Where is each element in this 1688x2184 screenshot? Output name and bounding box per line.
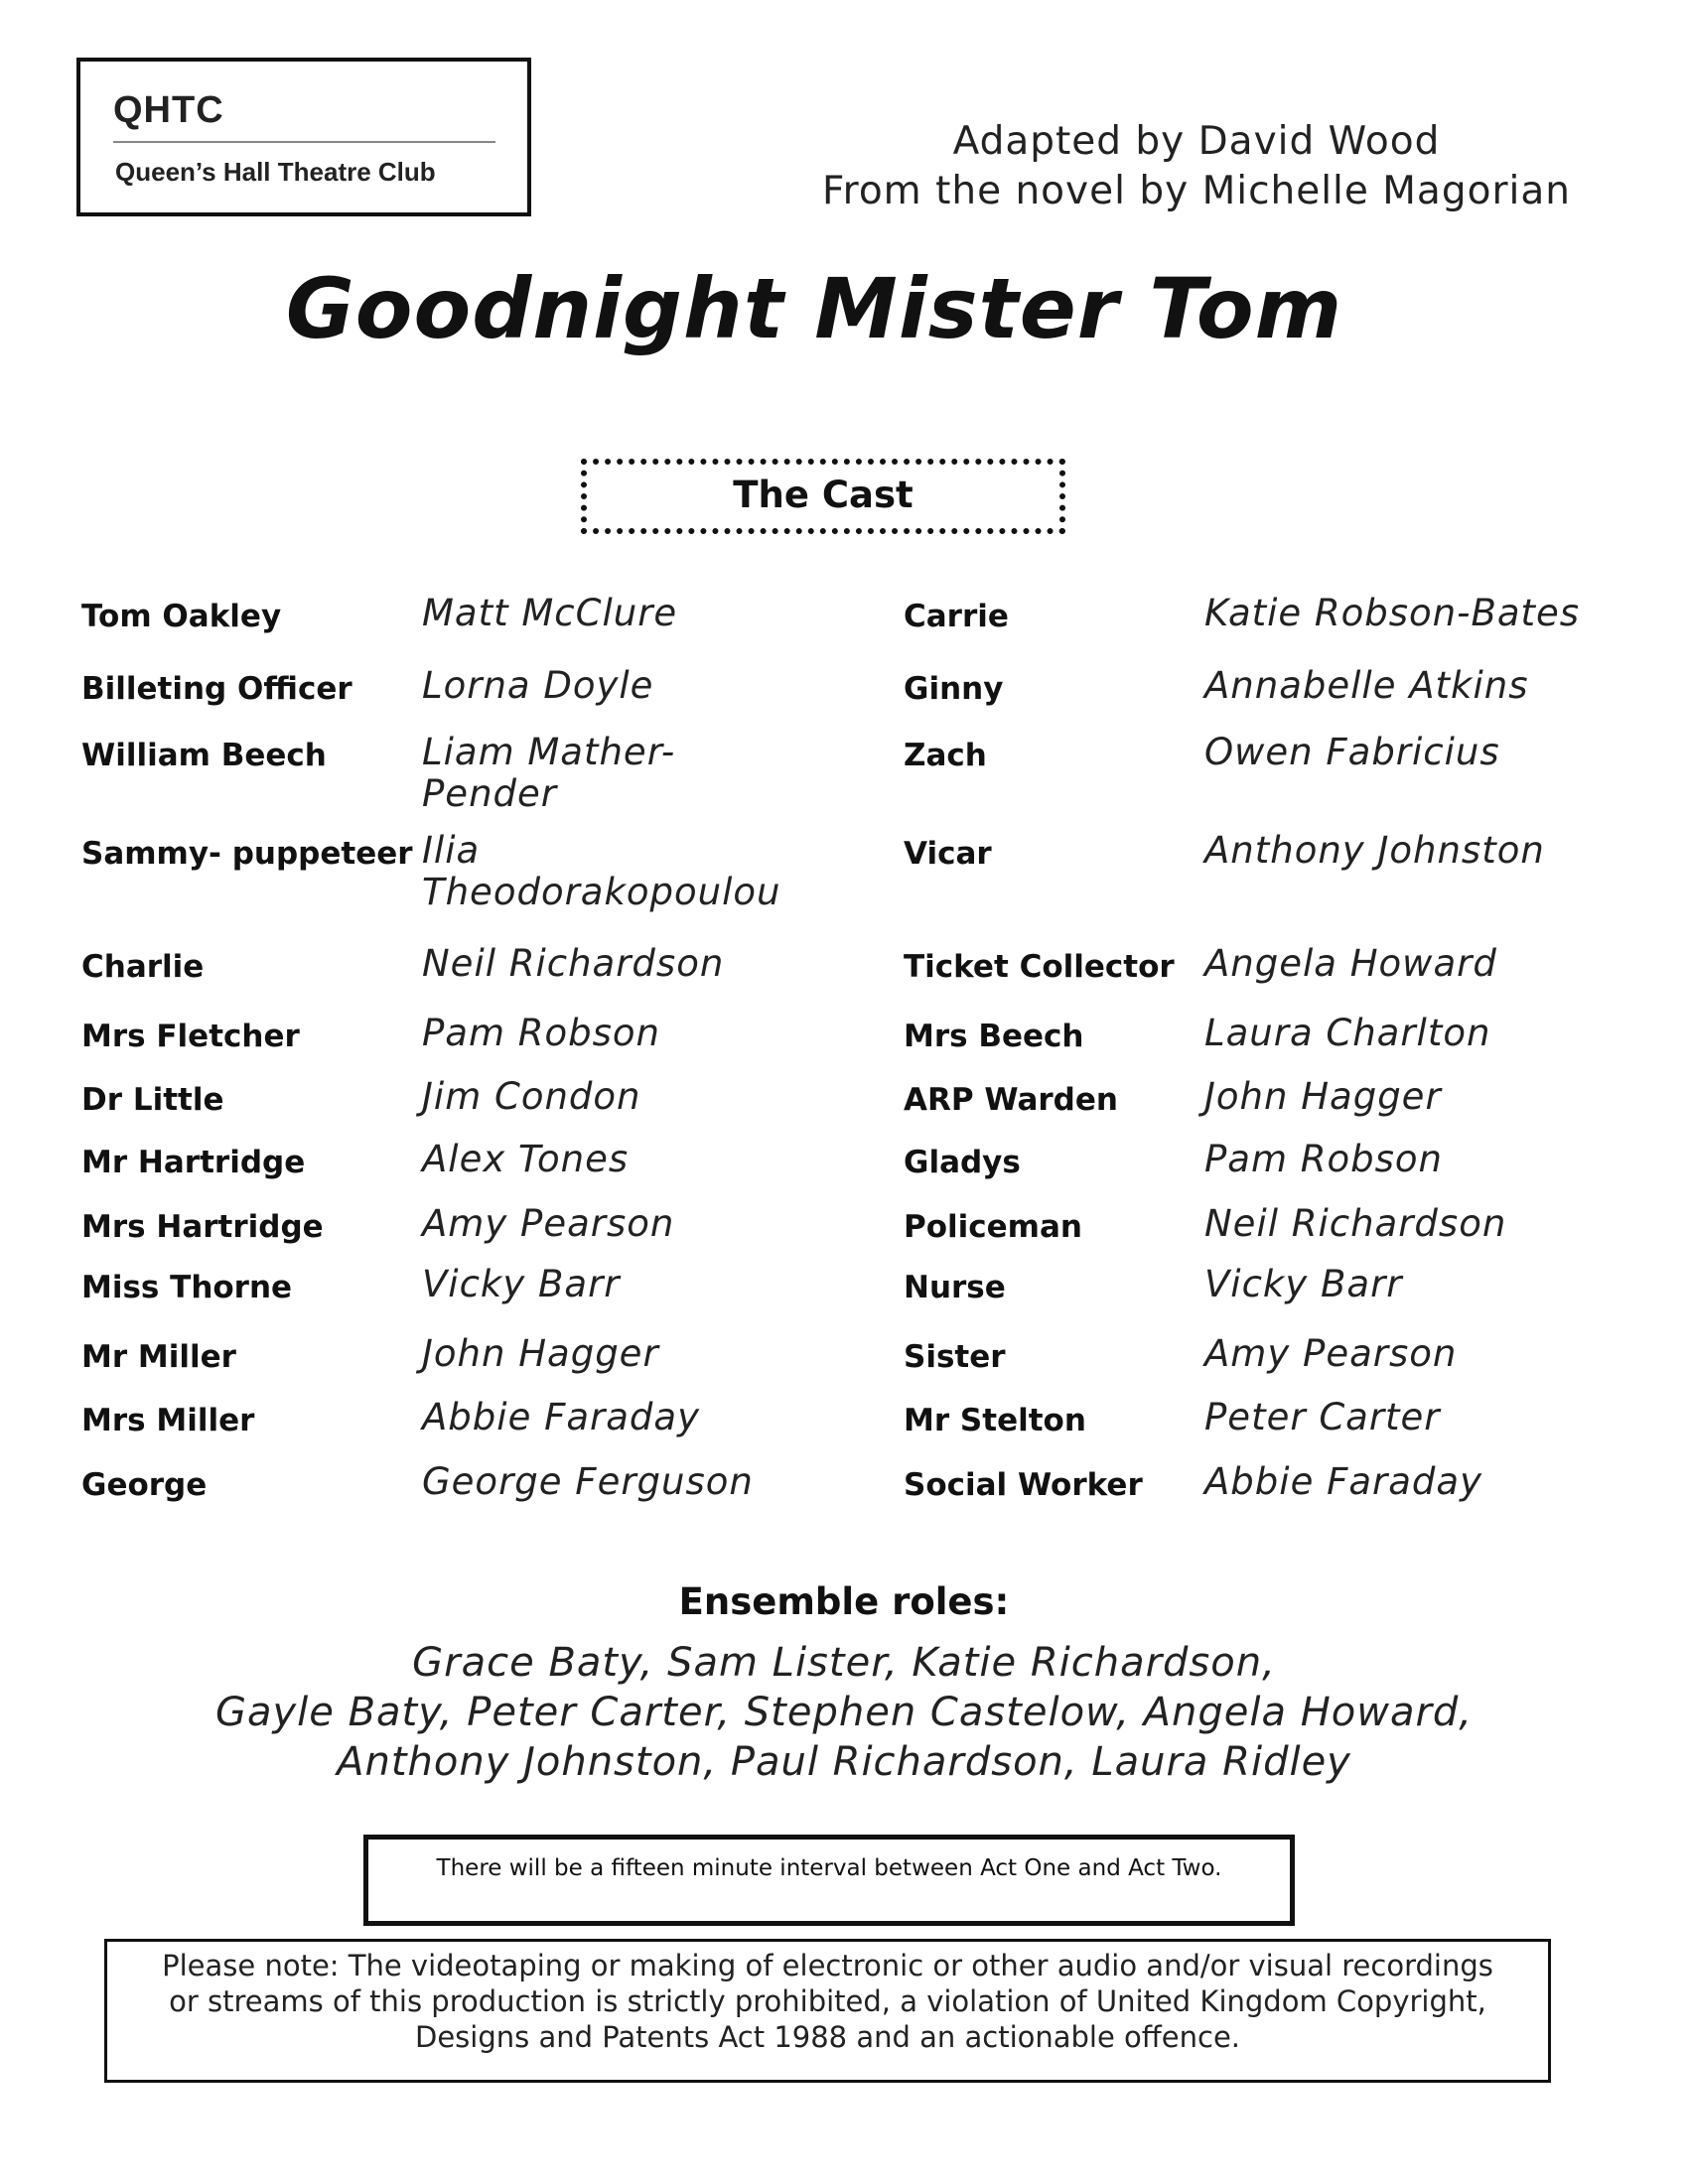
actor-name: Ilia Theodorakopoulou <box>422 829 781 913</box>
actor-name: Lorna Doyle <box>422 664 654 707</box>
cast-row <box>0 665 1688 725</box>
cast-row <box>0 1461 1688 1521</box>
role-name: Sister <box>904 1339 1006 1375</box>
interval-note-box <box>363 1835 1295 1926</box>
adapted-by: Adapted by David Wood <box>952 119 1441 164</box>
role-name: Ticket Collector <box>904 949 1175 985</box>
actor-name: Angela Howard <box>1204 942 1497 985</box>
cast-row <box>0 593 1688 652</box>
cast-row <box>0 1013 1688 1072</box>
role-name: Billeting Officer <box>81 671 352 707</box>
role-name: Zach <box>904 738 987 773</box>
role-name: Dr Little <box>81 1082 224 1118</box>
role-name: Tom Oakley <box>81 599 282 634</box>
actor-name: Annabelle Atkins <box>1204 664 1529 707</box>
actor-name: George Ferguson <box>422 1460 754 1503</box>
logo-divider <box>113 141 495 143</box>
role-name: Mr Miller <box>81 1339 236 1375</box>
role-name: Mr Stelton <box>904 1403 1086 1438</box>
actor-name: Matt McClure <box>422 592 678 634</box>
role-name: Social Worker <box>904 1467 1143 1503</box>
actor-name: Katie Robson-Bates <box>1204 592 1581 634</box>
actor-name: Alex Tones <box>422 1138 630 1180</box>
role-name: George <box>81 1467 208 1503</box>
actor-name: John Hagger <box>422 1332 659 1375</box>
actor-name: Amy Pearson <box>1204 1332 1458 1375</box>
novel-by: From the novel by Michelle Magorian <box>822 169 1571 213</box>
actor-name: Vicky Barr <box>422 1263 621 1305</box>
role-name: Mrs Beech <box>904 1019 1084 1054</box>
cast-row <box>0 830 1688 919</box>
notice-line: or streams of this production is strictly prohibited, a violation of United Kingdom Copyright, <box>169 1984 1486 2018</box>
role-name: William Beech <box>81 738 327 773</box>
role-name: Gladys <box>904 1145 1021 1180</box>
notice-line: Designs and Patents Act 1988 and an actionable offence. <box>414 2020 1241 2054</box>
role-name: Carrie <box>904 599 1009 634</box>
actor-name: Owen Fabricius <box>1204 731 1500 773</box>
cast-row <box>0 943 1688 1003</box>
ensemble-line: Grace Baty, Sam Lister, Katie Richardson, <box>412 1640 1276 1686</box>
actor-name: John Hagger <box>1204 1075 1442 1118</box>
actor-name: Pam Robson <box>422 1012 660 1054</box>
cast-heading: The Cast <box>733 474 914 516</box>
notice-line: Please note: The videotaping or making of electronic or other audio and/or visual recordings <box>162 1949 1493 1982</box>
role-name: ARP Warden <box>904 1082 1118 1118</box>
actor-name: Abbie Faraday <box>1204 1460 1482 1503</box>
logo-abbreviation: QHTC <box>113 89 224 131</box>
ensemble-heading: Ensemble roles: <box>678 1580 1010 1623</box>
cast-row <box>0 1203 1688 1263</box>
actor-name: Jim Condon <box>422 1075 641 1118</box>
role-name: Miss Thorne <box>81 1270 293 1305</box>
cast-row <box>0 1333 1688 1393</box>
cast-row <box>0 1139 1688 1198</box>
role-name: Mrs Hartridge <box>81 1209 324 1245</box>
actor-name: Liam Mather-Pender <box>422 731 676 815</box>
cast-row <box>0 732 1688 821</box>
qhtc-logo <box>76 58 531 216</box>
role-name: Mrs Fletcher <box>81 1019 300 1054</box>
role-name: Nurse <box>904 1270 1006 1305</box>
actor-name: Abbie Faraday <box>422 1396 700 1438</box>
role-name: Sammy- puppeteer <box>81 836 413 872</box>
cast-heading-box <box>581 459 1065 534</box>
actor-name: Laura Charlton <box>1204 1012 1491 1054</box>
actor-name: Neil Richardson <box>1204 1202 1507 1245</box>
credits <box>774 117 1618 216</box>
logo-full-name: Queen’s Hall Theatre Club <box>115 157 436 187</box>
role-name: Policeman <box>904 1209 1082 1245</box>
cast-row <box>0 1397 1688 1456</box>
role-name: Mrs Miller <box>81 1403 255 1438</box>
role-name: Vicar <box>904 836 992 872</box>
role-name: Ginny <box>904 671 1004 707</box>
ensemble-line: Anthony Johnston, Paul Richardson, Laura Ridley <box>337 1739 1351 1785</box>
recording-notice-box <box>104 1939 1551 2083</box>
interval-note: There will be a fifteen minute interval between Act One and Act Two. <box>436 1855 1222 1881</box>
actor-name: Anthony Johnston <box>1204 829 1545 872</box>
actor-name: Peter Carter <box>1204 1396 1441 1438</box>
cast-row <box>0 1076 1688 1136</box>
ensemble-names <box>0 1638 1688 1787</box>
role-name: Charlie <box>81 949 205 985</box>
actor-name: Amy Pearson <box>422 1202 675 1245</box>
cast-row <box>0 1264 1688 1323</box>
actor-name: Neil Richardson <box>422 942 725 985</box>
actor-name: Vicky Barr <box>1204 1263 1403 1305</box>
role-name: Mr Hartridge <box>81 1145 306 1180</box>
play-title: Goodnight Mister Tom <box>285 260 1343 357</box>
ensemble-line: Gayle Baty, Peter Carter, Stephen Castelow, Angela Howard, <box>214 1690 1474 1735</box>
actor-name: Pam Robson <box>1204 1138 1443 1180</box>
